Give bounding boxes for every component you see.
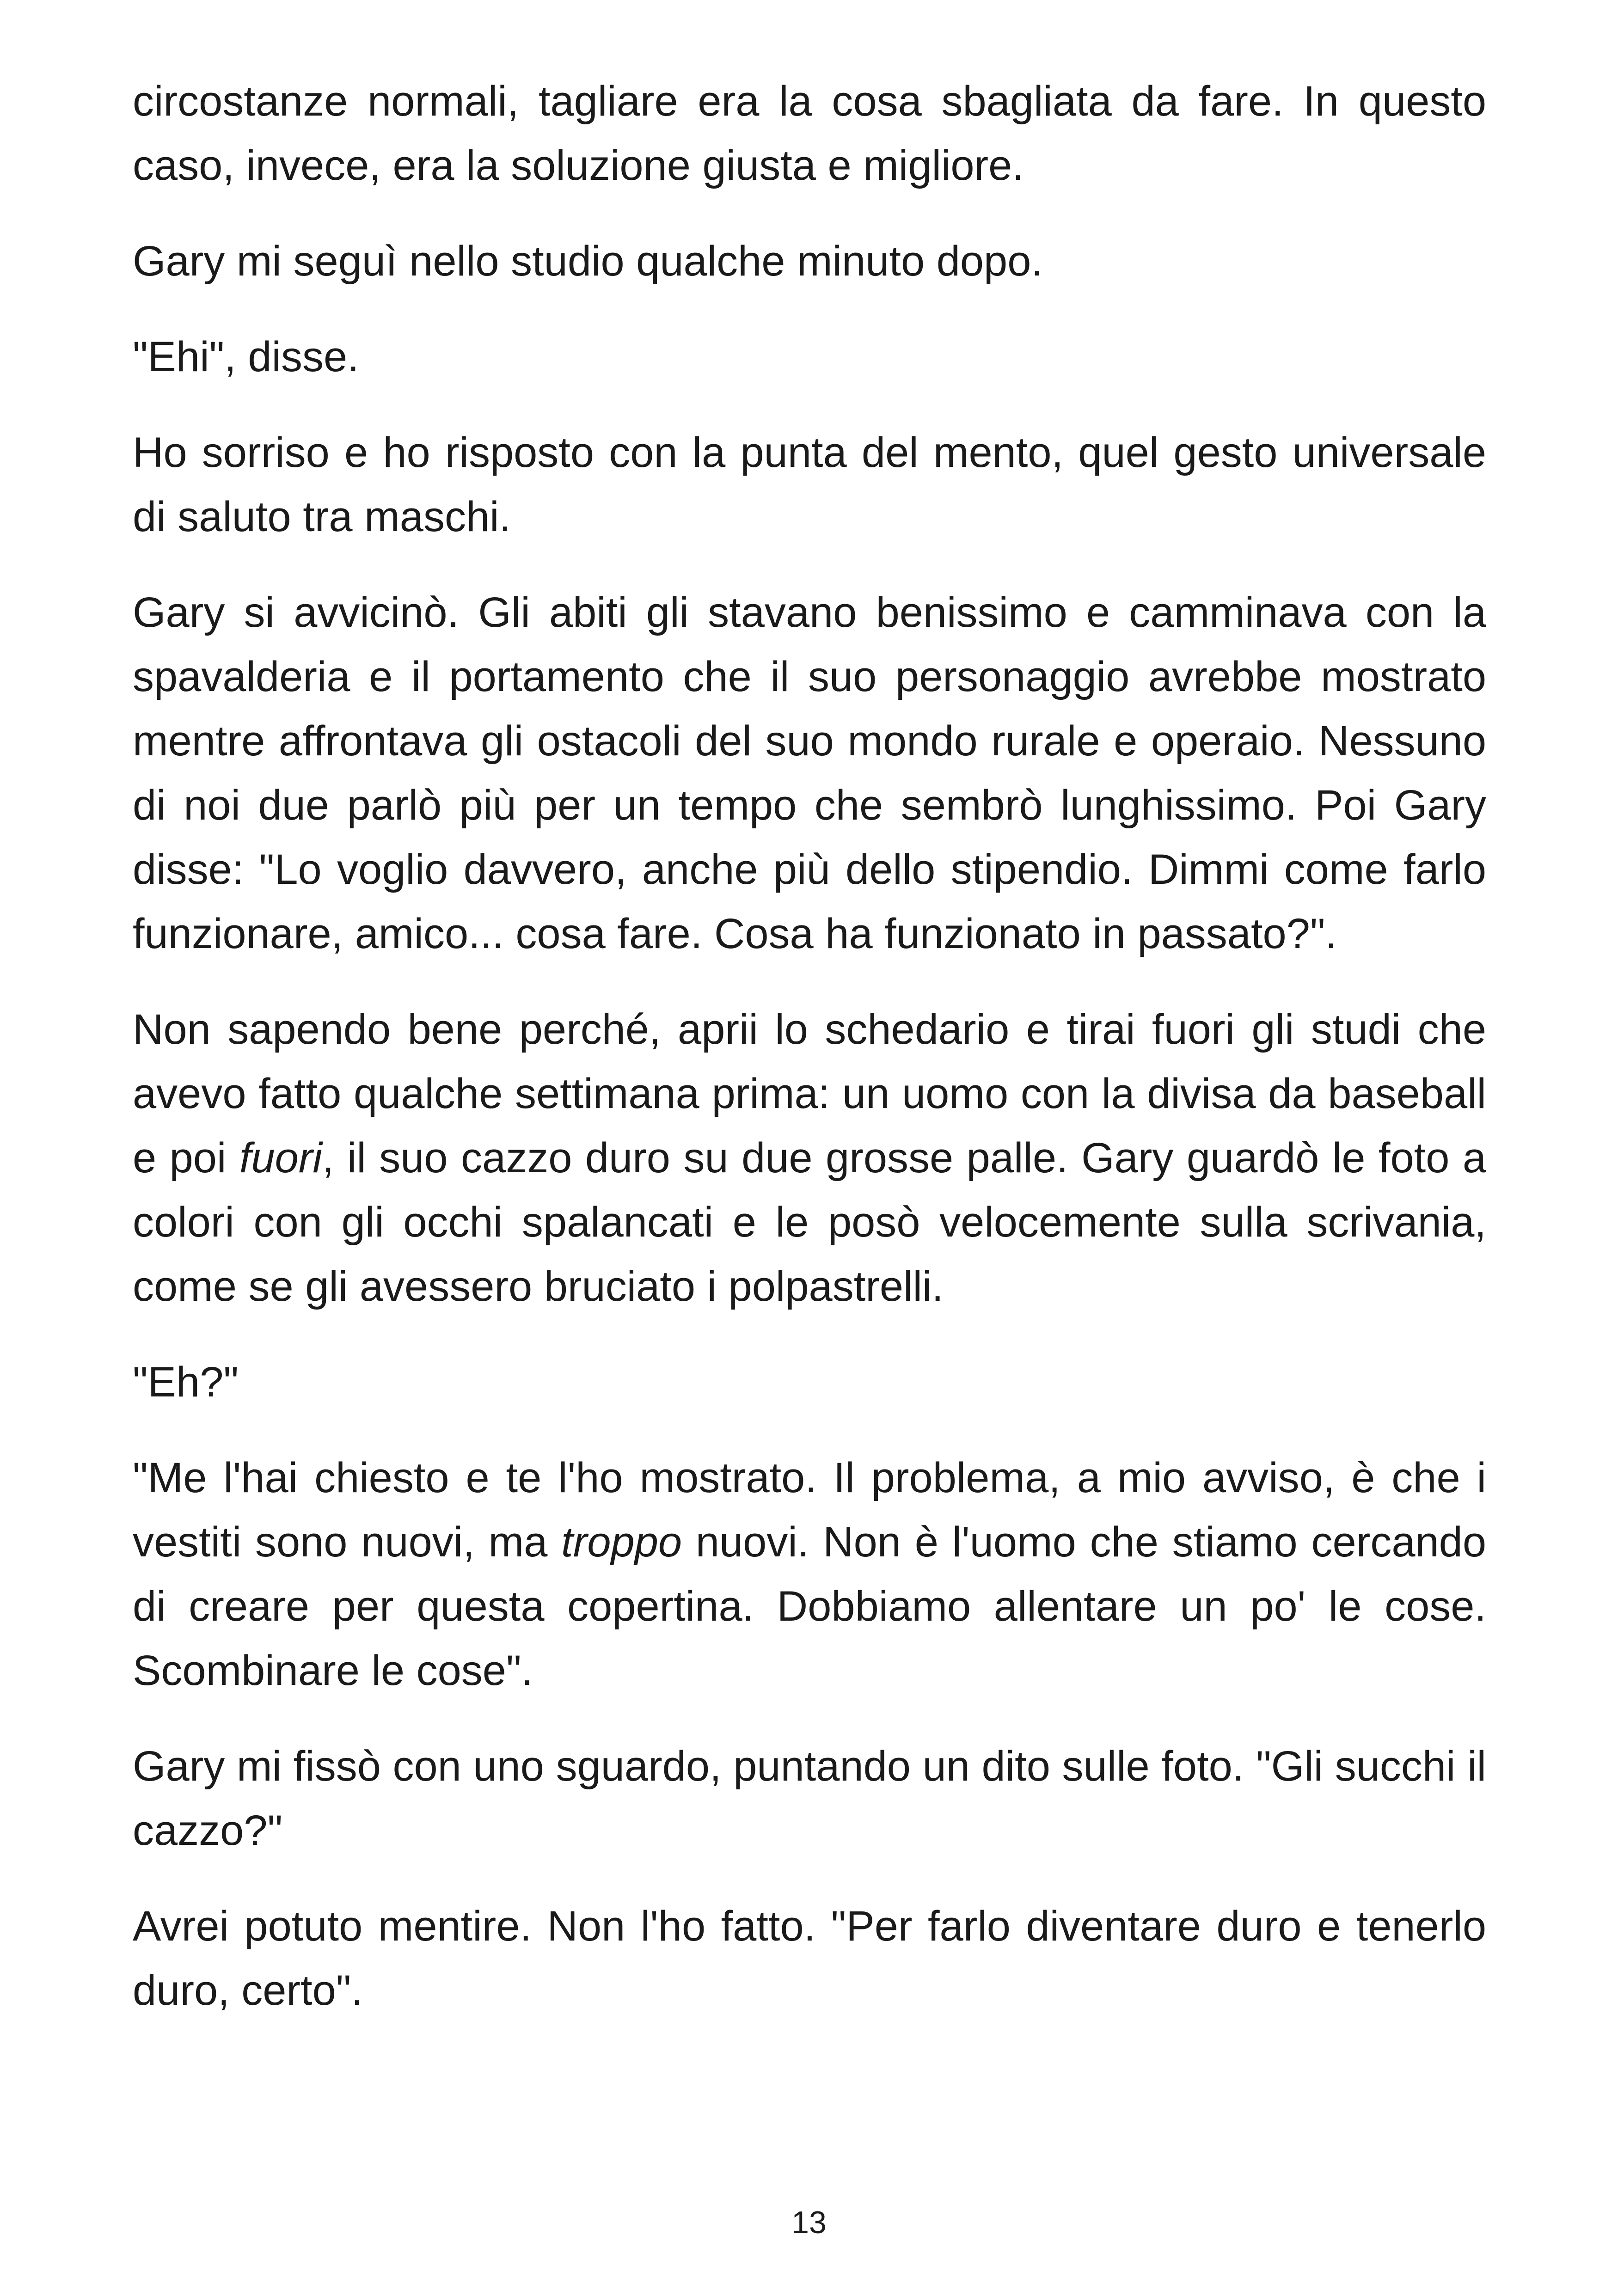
paragraph-text: "Eh?" (133, 1359, 239, 1406)
page-body (133, 69, 1486, 2023)
paragraph (133, 1446, 1486, 1703)
paragraph (133, 229, 1486, 294)
paragraph-text: Ho sorriso e ho risposto con la punta del mento, quel gesto universale di saluto tra maschi. (133, 429, 1486, 540)
paragraph (133, 998, 1486, 1319)
italic-emphasis: troppo (561, 1518, 682, 1566)
paragraph (133, 1894, 1486, 2023)
paragraph (133, 325, 1486, 389)
paragraph (133, 581, 1486, 966)
paragraph-text: Gary mi fissò con uno sguardo, puntando un dito sulle foto. "Gli succhi il cazzo?" (133, 1743, 1486, 1854)
italic-emphasis: fuori (239, 1134, 322, 1182)
paragraph (133, 421, 1486, 549)
paragraph (133, 1734, 1486, 1863)
paragraph-text: , il suo cazzo duro su due grosse palle. Gary guardò le foto a colori con gli occhi spalancati e le posò velocemente sulla scrivania, come se gli avessero bruciato i polpastrelli. (133, 1134, 1486, 1310)
paragraph-text: Gary si avvicinò. Gli abiti gli stavano benissimo e camminava con la spavalderia e il portamento che il suo personaggio avrebbe mostrato mentre affrontava gli ostacoli del suo mondo rurale e operaio. Nessuno di noi due parlò più per un tempo che sembrò lunghissimo. Poi Gary disse: "Lo voglio davvero, anche più dello stipendio. Dimmi come farlo funzionare, amico... cosa fare. Cosa ha funzionato in passato?". (133, 589, 1486, 957)
paragraph-text: "Me l'hai chiesto e te l'ho mostrato. Il problema, a mio avviso, è che i vestiti sono nuovi, ma (133, 1454, 1486, 1566)
page-number: 13 (791, 2205, 827, 2240)
paragraph (133, 1350, 1486, 1414)
paragraph-text: "Ehi", disse. (133, 333, 359, 380)
paragraph-text: Gary mi seguì nello studio qualche minuto dopo. (133, 238, 1043, 285)
paragraph-text: Avrei potuto mentire. Non l'ho fatto. "Per farlo diventare duro e tenerlo duro, certo". (133, 1903, 1486, 2014)
paragraph-text: nuovi. Non è l'uomo che stiamo cercando di creare per questa copertina. Dobbiamo allentare un po' le cose. Scombinare le cose". (133, 1518, 1486, 1694)
paragraph-text: Non sapendo bene perché, aprii lo schedario e tirai fuori gli studi che avevo fatto qualche settimana prima: un uomo con la divisa da baseball e poi (133, 1006, 1486, 1182)
paragraph (133, 69, 1486, 198)
paragraph-text: circostanze normali, tagliare era la cosa sbagliata da fare. In questo caso, invece, era la soluzione giusta e migliore. (133, 78, 1486, 189)
